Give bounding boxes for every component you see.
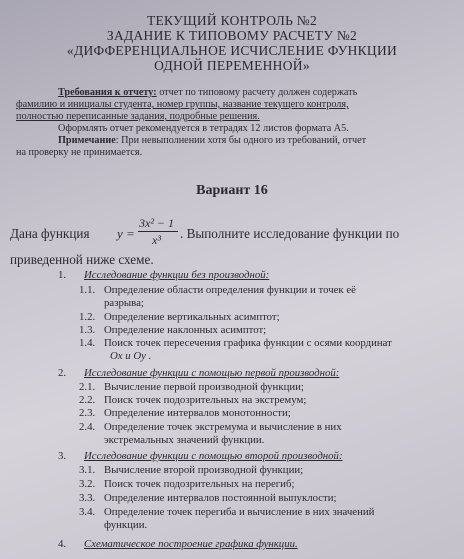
section-2-title: Исследование функции с помощью первой производной: [84,367,340,379]
item-2-1-line-1: Вычисление первой производной функции; [104,381,304,393]
requirements-line-1 [58,87,357,99]
item-2-2-line-1: Поиск точек подозрительных на экстремум; [104,394,307,406]
section-3-title: Исследование функции с помощью второй производной: [84,450,343,462]
formula-numerator: 3x² − 1 [139,216,175,230]
section-4-number: 4. [58,538,67,550]
section-1-number: 1. [58,269,67,281]
requirements-line-4: Оформлять отчет рекомендуется в тетрадях 12 листов формата А5. [58,123,349,134]
header-line-4: ОДНОЙ ПЕРЕМЕННОЙ» [154,58,310,73]
header-line-2: ЗАДАНИЕ К ТИПОВОМУ РАСЧЕТУ №2 [106,28,358,43]
item-3-4-line-1: Определение точек перегиба и вычисление в них значений [104,506,375,518]
item-2-4-line-2: экстремальных значений функции. [104,434,265,446]
item-1-3-number: 1.3. [79,324,96,336]
section-1-title: Исследование функции без производной: [84,269,270,281]
item-3-2-line-1: Поиск точек подозрительных на перегиб; [104,478,295,490]
item-3-1-line-1: Вычисление второй производной функции; [104,464,304,476]
variant-title: Вариант 16 [196,183,268,198]
note-line-1 [58,135,366,147]
item-1-2-line-1: Определение вертикальных асимптот; [104,311,280,323]
note-text-1: : При невыполнении хотя бы одного из требований, отчет [115,135,367,146]
task-prefix: Дана функция [10,226,90,241]
item-1-3-line-1: Определение наклонных асимптот; [104,324,267,336]
item-1-1-line-1: Определение области определения функции и точек её [104,284,356,296]
item-3-4-number: 3.4. [79,506,96,518]
section-3-number: 3. [58,450,67,462]
header-line-1: ТЕКУЩИЙ КОНТРОЛЬ №2 [146,13,318,28]
item-3-1-number: 3.1. [79,464,96,476]
item-1-1-line-2: разрыва; [104,297,144,309]
item-2-3-number: 2.3. [79,407,96,419]
item-1-4-line-2: Ox и Oy . [110,350,152,362]
requirements-label: Требования к отчету: [58,87,157,98]
item-1-1-number: 1.1. [79,284,96,296]
item-2-3-line-1: Определение интервалов монотонности; [104,407,291,419]
requirements-line-3: полностью переписанные задания, подробные решения. [16,111,260,122]
item-3-3-line-1: Определение интервалов постоянной выпуклости; [104,492,337,504]
requirements-text-1: отчет по типовому расчету должен содержать [156,87,358,98]
note-label: Примечание [58,135,116,146]
fraction-bar [138,231,178,232]
task-line-2: приведенной ниже схеме. [10,252,154,267]
item-2-4-line-1: Определение точек экстремума и вычисление в них [104,421,342,433]
item-3-4-line-2: функции. [104,519,148,531]
item-1-2-number: 1.2. [79,311,96,323]
item-2-2-number: 2.2. [79,394,96,406]
item-2-4-number: 2.4. [79,421,96,433]
formula-denominator: x³ [152,233,161,247]
item-1-4-number: 1.4. [79,337,96,349]
item-3-2-number: 3.2. [79,478,96,490]
item-3-3-number: 3.3. [79,492,96,504]
formula-y: y = [117,226,135,241]
item-1-4-line-1: Поиск точек пересечения графика функции с осями координат [104,337,392,349]
task-suffix: . Выполните исследование функции по [180,226,400,241]
requirements-line-2: фамилию и инициалы студента, номер группы, название текущего контроля, [16,99,349,110]
header-line-3: «ДИФФЕРЕНЦИАЛЬНОЕ ИСЧИСЛЕНИЕ ФУНКЦИИ [66,43,398,58]
section-4-title: Схематическое построение графика функции. [84,538,298,550]
section-2-number: 2. [58,367,67,379]
item-2-1-number: 2.1. [79,381,96,393]
note-line-2: на проверку не принимается. [16,147,143,158]
